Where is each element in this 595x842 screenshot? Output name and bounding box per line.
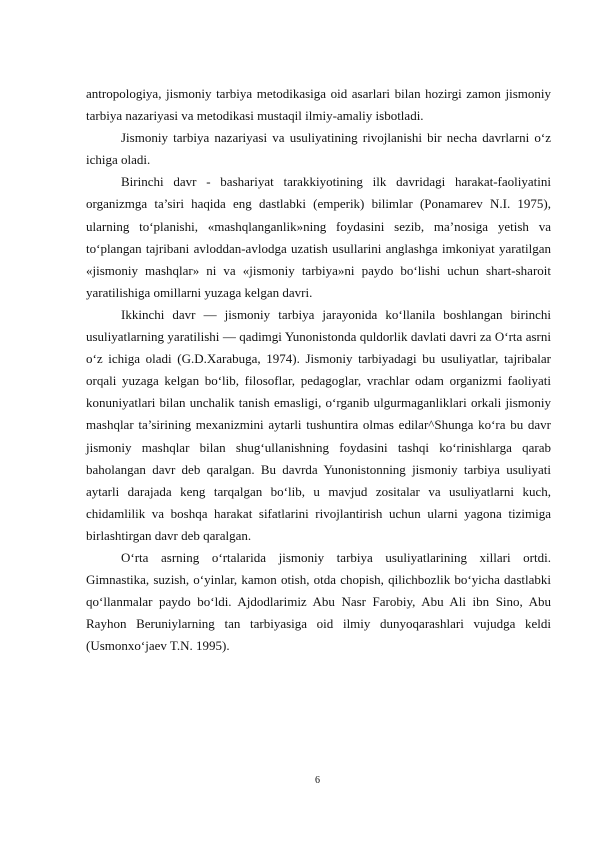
page-number: 6 — [315, 775, 320, 786]
paragraph-continuation: antropologiya, jismoniy tarbiya metodikasiga oid asarlari bilan hozirgi zamon jismoniy tarbiya nazariyasi va metodikasi mustaqil ilmiy-amaliy isbotladi. — [86, 86, 551, 124]
paragraph-second-period: Ikkinchi davr — jismoniy tarbiya jarayonida ko‘llanila boshlangan birinchi usuliyatlarning yaratilishi — qadimgi Yunonistonda quldorlik davlati davri za O‘rta asrni o‘z ichiga oladi (G.D.Xarabuga, 1974). Jismoniy tarbiyadagi bu usuliyatlar, tajribalar orqali yuzaga kelgan bo‘lib, filosoflar, pedagoglar, vrachlar odam organizmi faoliyati konuniyatlari bilan unchalik tanish emasligi, o‘rganib ulgurmaganliklari orkali jismoniy mashqlar ta’sirining mexanizmini aytarli tushuntira olmas edilar^Shunga ko‘ra bu davr jismoniy mashqlar bilan shug‘ullanishning foydasini tashqi ko‘rinishlarga qarab baholangan davr deb qaralgan. Bu davrda Yunonistonning jismoniy tarbiya usuliyati aytarli darajada keng tarqalgan bo‘lib, u mavjud zositalar va usuliyatlarni kuch, chidamlilik va boshqa harakat sifatlarini rivojlantirish uchun ularni yagona tizimiga birlashtirgan davr deb qaralgan. — [86, 306, 551, 543]
paragraph-periods-intro: Jismoniy tarbiya nazariyasi va usuliyatining rivojlanishi bir necha davrlarni o‘z ichiga oladi. — [86, 130, 551, 168]
document-body — [86, 83, 551, 657]
paragraph-middle-ages: O‘rta asrning o‘rtalarida jismoniy tarbiya usuliyatlarining xillari ortdi. Gimnastika, suzish, o‘yinlar, kamon otish, otda chopish, qilichbozlik bo‘yicha dastlabki qo‘llanmalar paydo bo‘ldi. Ajdodlarimiz Abu Nasr Farobiy, Abu Ali ibn Sino, Abu Rayhon Beruniylarning tan tarbiyasiga oid ilmiy dunyoqarashlari vujudga keldi (Usmonxo‘jaev T.N. 1995). — [86, 549, 551, 654]
paragraph-first-period: Birinchi davr - bashariyat tarakkiyotining ilk davridagi harakat-faoliyatini organizmga ta’siri haqida eng dastlabki (emperik) bilimlar (Ponamarev N.I. 1975), ularning to‘planishi, «mashqlanganlik»ning foydasini sezib, ma’nosiga yetish va to‘plangan tajribani avloddan-avlodga uzatish usullarini anglashga imkoniyat yaratilgan «jismoniy mashqlar» ni va «jismoniy tarbiya»ni paydo bo‘lishi uchun shart-sharoit yaratilishiga omillarni yuzaga kelgan davri. — [86, 174, 551, 300]
